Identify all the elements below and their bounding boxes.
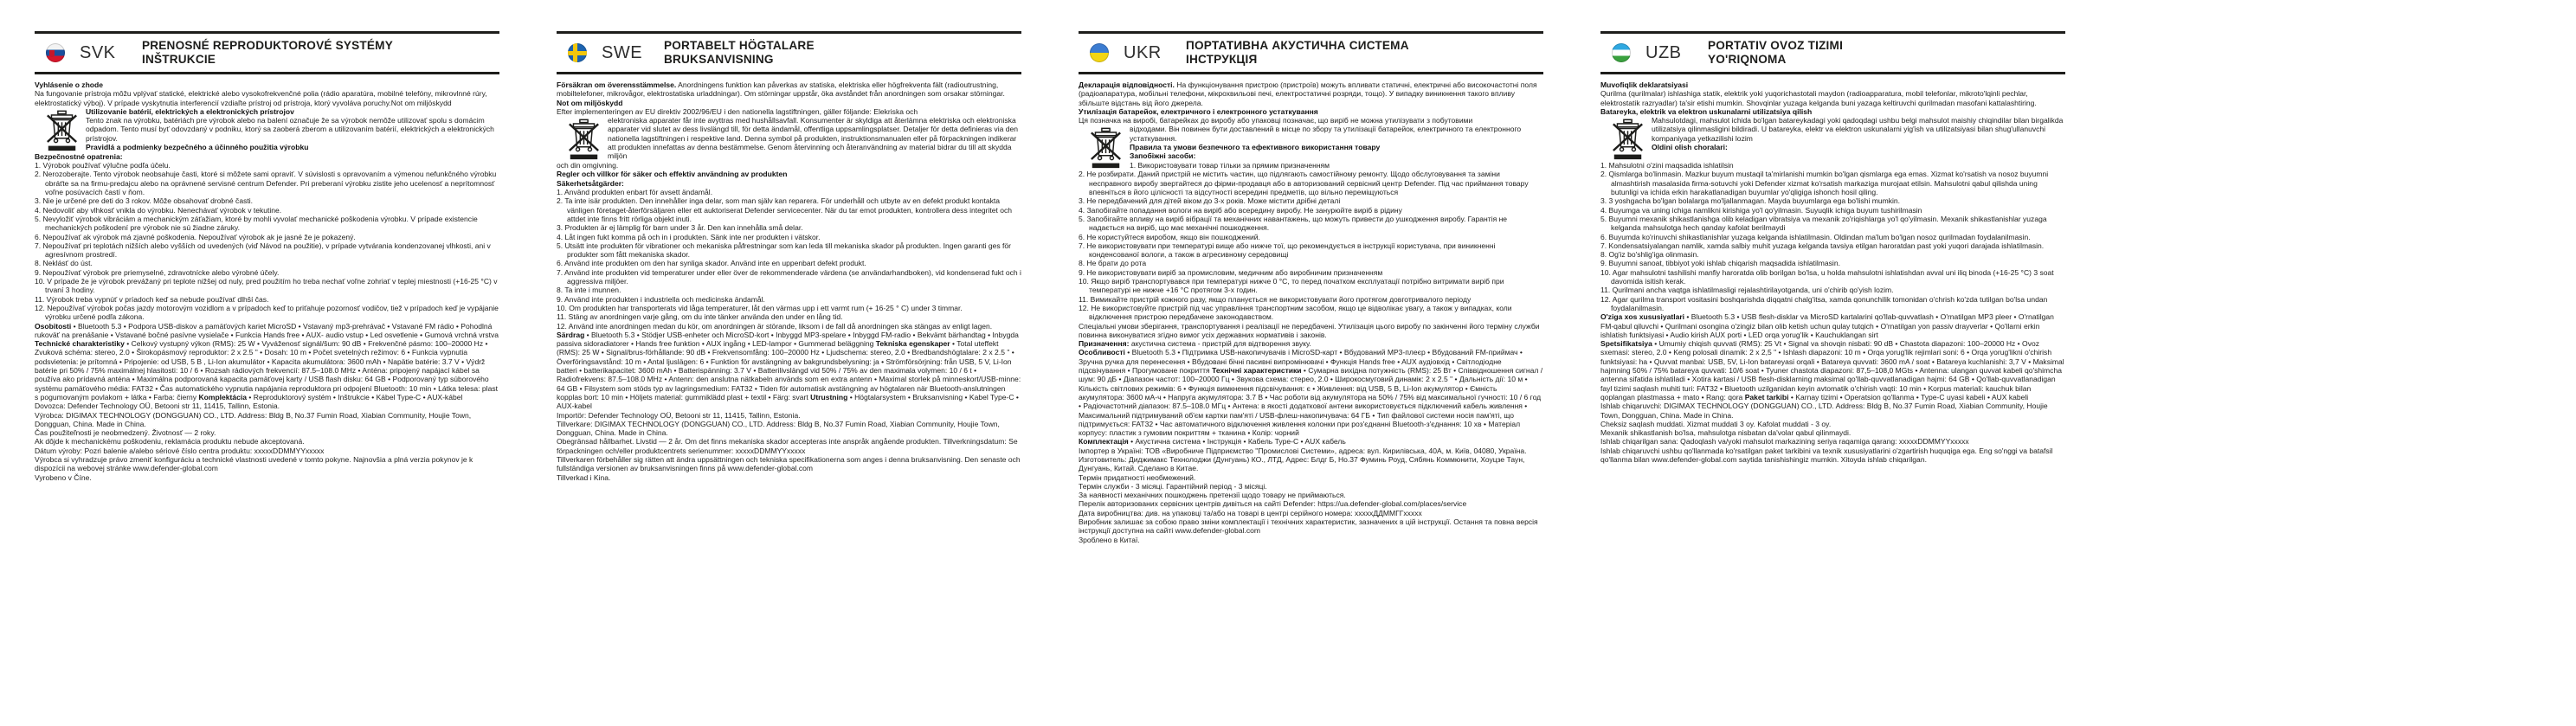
list-item: 4. Nedovoliť aby vlhkosť vnikla do výrobku. Nenechávať výrobok v tekutine. — [35, 205, 282, 215]
list-item: 3. Nie je určené pre deti do 3 rokov. Môže obsahovať drobné časti. — [35, 196, 253, 206]
list-item: 8. Ta inte i munnen. — [557, 286, 621, 295]
paragraph: Комплектація • Акустична система • Інструкція • Кабель Type-C • AUX кабель — [1079, 437, 1346, 447]
weee-bin-icon — [568, 118, 600, 161]
paragraph: Mahsulotdagi, mahsulot ichida bo'lgan batareykadagi yoki qadoqdagi ushbu belgi mahsulot maishiy chiqindilar bilan birgalikda utilizatsiya qilinmasligini bildiradi. U batareyka, elektr va elektron uskunalarni yig'ish va utilizatsiyasi bilan shug'ullanuvchi kompaniyaga yetkazilishi lozim — [1652, 116, 2064, 143]
title-line-2: INŠTRUKCIE — [142, 53, 216, 66]
paragraph: Ak dôjde k mechanickému poškodeniu, reklamácia produktu nebude akceptovaná. — [35, 437, 305, 447]
paragraph: Qurilma (qurilmalar) ishlashiga statik, elektrik yoki yuqorichastotali maydon (radioapparatura, mobil telefonlar, mikroto'lqinli pechlar, elektrostatik razryadlar) ta'sir etishi mumkin. Shovqinlar yuzaga kelganda buni yazaga keltiruvchi qurilmadan masofani kattalashtiring. — [1600, 89, 2037, 107]
paragraph: Vyhlásenie o zhode — [35, 80, 104, 89]
paragraph: Tillverkare: DIGIMAX TECHNOLOGY (DONGGUAN) CO., LTD. Address: Bldg B, No.37 Fumin Road, Xiabian Community, Houjie Town, Dongguan, China. Made in China. — [557, 419, 1000, 438]
list-item: 1. Mahsulotni o'zini maqsadida ishlatilsin — [1600, 161, 1734, 170]
list-item: 2. Ta inte isär produkten. Den innehåller inga delar, som man själv kan reparera. För underhåll och utbyte av en defekt produkt kontakta vänligen företaget-återförsäljaren eller ett auktoriserat Defender servicecenter. När du tar emot produkten, kontrollera dess integritet och attdet inte finns fritt rörliga objekt inuti. — [557, 196, 1013, 223]
paragraph: Виробник залишає за собою право зміни комплектації і технічних характеристик, зазначених в цій інструкції. Остання та повна версія інструкції доступна на сайті www.defender-global.com — [1079, 517, 1538, 536]
paragraph: Ishlab chiqaruvchi ushbu qo'llanmada ko'rsatilgan paket tarkibini va texnik xususiyatlarini o'zgartirish huquqiga ega. Eng so'nggi va batafsil qo'llanma bilan www.defender-global.com saytida tanishishingiz mumkin. Xitoyda ishlab chiqarilgan. — [1600, 446, 2053, 464]
weee-text — [86, 107, 499, 152]
column-content — [1600, 74, 2065, 464]
paragraph: Перелік авторизованих сервісних центрів дивіться на сайті Defender: https://ua.defender-global.com/places/service — [1079, 499, 1467, 509]
list-item: 12. Не використовуйте пристрій під час управління транспортним засобом, якщо це відволікає увагу, а також у випадках, коли відключення пристрою передбачене законодавством. — [1079, 303, 1512, 322]
paragraph: Спеціальні умови зберігання, транспортування і реалізації не передбачені. Утилізація цього виробу по закінченні його терміну служби повинна виконуватися згідно вимог усіх державних нормативів і законів. — [1079, 321, 1540, 339]
list-item: 4. Запобігайте попадання вологи на виріб або всередину виробу. Не занурюйте виріб в рідину — [1079, 205, 1402, 215]
paragraph: Výrobca si vyhradzuje právo zmeniť konfiguráciu a technické vlastnosti uvedené v tomto pokyne. Najnovšia a plná verzia pokynov je k dispozícii na webovej stránke www.defender-global.com — [35, 454, 473, 473]
paragraph: відходами. Він повинен бути доставлений в місце по збору та утилізації батарейок, електричного та електронного устаткування. — [1130, 125, 1522, 143]
flag-swe-icon — [568, 43, 587, 62]
paragraph: Ishlab chiqarilgan sana: Qadoqlash va/yoki mahsulot markazining seriya raqamiga qarang: xxxxxDDMMYYxxxxx — [1600, 437, 1969, 447]
language-code: UZB — [1645, 42, 1682, 62]
list-item: 1. Výrobok používať výlučne podľa účelu. — [35, 161, 171, 170]
list-item: 3. Produkten är ej lämplig för barn under 3 år. Den kan innehålla små delar. — [557, 223, 803, 233]
paragraph: Mexanik shikastlanish bo'lsa, mahsulotga nisbatan da'volar qabul qilinmaydi. — [1600, 428, 1852, 438]
paragraph: Декларація відповідності. На функціонування пристрою (пристроїв) можуть впливати статичні, електричні або високочастотні поля (радіоапаратура, мобільні телефони, мікрохвильові печі, електростатичні розряди, тощо). У випадку виникнення такого впливу збільште відстань від його джерела. — [1079, 80, 1537, 107]
paragraph: Утилізація батарейок, електричного і електронного устаткування — [1079, 106, 1318, 116]
paragraph: Osobitosti • Bluetooth 5.3 • Podpora USB-diskov a pamäťových kariet MicroSD • Vstavaný mp3-prehrávač • Vstavané FM rádio • Pohodlná rukoväť na prenášanie • Vstavané bočné pasívne vysielače • Funkcia Hands free • AUX- audio vstup • Led osvetlenie • Gumová vrchná vrstva Technické charakteristiky • Celkový vystupný výkon (RMS): 25 W • Vyváženosť signál/šum: 90 dB • Frekvenčné pásmo: 100–20000 Hz • Zvuková schéma: stereo, 2.0 • Širokopásmový reproduktor: 2 x 2.5 " • Dosah: 10 m • Počet svetelných režimov: 6 • Funkcia vypnutia podsvietenia: je prítomná • Pripojenie: od USB, 5 B , Li-Ion akumulátor • Kapacita akumulátora: 3600 mAh • Napätie batérie: 3.7 V • Výdrž batérie pri 50% / 75% maximálnej hlasitosti: 10 / 6 • Rozsah rádiových frekvencií: 87.5–108.0 MHz • Anténa: pripojený napájací kábel sa používa ako prídavná anténa • Maximálna podporovaná kapacita pamäťovej karty / USB flash disku: 64 GB • Podporovaný typ súborového systému pamäťového média: FAT32 • Čas automatického vypnutia napájania reproduktora pri odpojení Bluetooth: 10 min • Látka telesa: plast s pogumovaným povlakom + látka • Farba: čierny Komplektácia • Reproduktorový systém • Inštrukcie • Kábel Type-C • AUX-kábel — [35, 321, 499, 402]
paragraph: Запобіжні засоби: — [1130, 151, 1196, 161]
paragraph: Čas použiteľnosti je neobmedzený. Životnosť — 2 roky. — [35, 428, 216, 438]
paragraph: 1. Використовувати товар тільки за прямим призначенням — [1130, 160, 1330, 170]
list-item: 7. Не використовувати при температурі вище або нижче тої, що рекомендується в інструкції користувача, при виникненні конденсованої вологи, а також в агресивному середовищі — [1079, 241, 1496, 260]
weee-block — [1079, 125, 1543, 170]
paragraph: Vyrobeno v Číne. — [35, 472, 92, 482]
list-item: 2. Не розбирати. Даний пристрій не містить частин, що підлягають самостійному ремонту. Щодо обслуговування та заміни несправного виробу звертайтеся до фірми-продавця або в авторизований сервісний центр Defender. Під час приймання товару впевніться в його цілісності та відсутності всередині предметів, що вільно переміщуються — [1079, 170, 1529, 197]
column-ukr — [1079, 31, 1543, 544]
list-item: 3. 3 yoshgacha bo'lgan bolalarga mo'ljallanmagan. Mayda buyumlarga ega bo'lishi mumkin. — [1600, 196, 1901, 206]
list-item: 7. Använd inte produkten vid temperaturer under eller över de rekommenderade värdena (se användarhandboken), vid kondenserad fukt och i aggressiva miljöer. — [557, 267, 1021, 286]
weee-block — [1600, 116, 2065, 161]
column-content — [35, 74, 499, 482]
column-title — [1186, 39, 1409, 66]
list-item: 7. Kondensatsiyalangan namlik, xamda salbiy muhit yuzaga kelganda tavsiya etilgan haroratdan past yoki yuqori darajada ishlatilmasin. — [1600, 241, 2045, 250]
paragraph: Імпортер в Україні: ТОВ «Виробниче Підприємство "Промислові Системи», адреса: вул. Кирилівська, 40А, м. Київ, 04080, Україна. — [1079, 446, 1527, 455]
list-item: 11. Qurilmani ancha vaqtga ishlatilmasligi rejalashtirilayotganda, uni o'chirib qo'yish lozim. — [1600, 286, 1894, 295]
list-item: 5. Запобігайте впливу на виріб вібрації та механічних навантажень, що можуть привести до ушкодження виробу. Гарантія не надається на виріб, що має механічні пошкодження. — [1079, 214, 1508, 233]
list-item: 12. Agar qurilma transport vositasini boshqarishda diqqatni chalg'itsa, xamda qonunchilik tomonidan o'chrish ko'zda tutilgan bo'lsa undan foydalanilmasin. — [1600, 294, 2048, 312]
language-code: SWE — [602, 42, 643, 62]
list-item: 11. Výrobok treba vypnúť v príadoch keď sa nebude používať dlhší čas. — [35, 294, 269, 304]
list-item: 11. Вимикайте пристрій кожного разу, якщо планується не використовувати його протягом довготривалого періоду — [1079, 294, 1472, 304]
paragraph: Spetsifikatsiya • Umumiy chiqish quvvati (RMS): 25 Vt • Signal va shovqin nisbati: 90 dB • Chastota diapazoni: 100–20000 Hz • Ovoz sxemasi: stereo, 2.0 • Keng polosali dinamik: 2 x 2,5 " • Ishlash diapazoni: 10 m • Orqa yorug'lik rejimlari soni: 6 • Orqa yorug'likni o'chirish funktsiyasi: ha • Quvvat manbai: USB, 5V, Li-Ion batareyasi orqali • Batareya quvvati: 3600 mA / soat • Batareya kuchlanishi: 3,7 V • Maksimal hajmning 50% / 75% batareya quvvati: 10/6 soat • Tyuner chastota diapazoni: 87,5–108,0 MGts • Antenna: ulangan quvvat kabeli qo'shimcha antenna sifatida ishlatiladi • Xotira kartasi / USB flesh-disklarning maksimal qo'llab-quvvatlanadigan hajmi: 64 GB • Qo'llab-quvvatlanadigan fayl tizimi saqlash muhiti turi: FAT32 • Bluetooth uzilganidan keyin avtomatik o'chirish vaqti: 10 min • Korpus materiali: kauchuk bilan qoplangan plastmassa + mato • Rang: qora Paket tarkibi • Karnay tizimi • Operatsion qo'llanma • Type-C uyasi kabeli • AUX kabeli — [1600, 339, 2064, 402]
paragraph: Importör: Defender Technology OÜ, Betooni str 11, 11415, Tallinn, Estonia. — [557, 410, 801, 420]
paragraph: Особливості • Bluetooth 5.3 • Підтримка USB-накопичувачів і MicroSD-карт • Вбудований MP3-плеєр • Вбудований FM-приймач • Зручна ручка для перенесення • Вбудовані бічні пасивні випромінювачі • Функція Hands free • AUX аудіовхід • Світлодіодне підсвічування • Прогумоване покриття Технічні характеристики • Сумарна вихідна потужність (RMS): 25 Вт • Співвідношення сигнал / шум: 90 дБ • Діапазон частот: 100–20000 Гц • Звукова схема: стерео, 2.0 • Широкосмуговий динамік: 2 x 2.5 " • Дальність дії: 10 м • Кількість світлових режимів: 6 • Функція вимкнення підсвічування: є • Живлення: від USB, 5 В, Li-Ion акумулятор • Ємність акумулятора: 3600 мА-ч • Напруга акумулятора: 3.7 В • Час роботи від акумулятора на 50% / 75% від максимальної гучності: 10 / 6 год • Радіочастотний діапазон: 87.5–108.0 МГц • Антена: в якості додаткової антени використовується підключений кабель живлення • Максимальний підтримуваний об'єм картки пам'яті / USB-флеш-накопичувача: 64 ГБ • Тип файлової системи носія пам'яті, що підтримується: FAT32 • Час автоматичного відключення живлення колонки при роз'єднанні Bluetooth-з'єднання: 10 хв • Матеріал корпусу: пластик з гумовим покриттям + тканина • Колір: чорний — [1079, 348, 1543, 438]
column-swe — [557, 31, 1021, 482]
paragraph: Термін служби - 3 місяці. Гарантійний період - 3 місяці. — [1079, 481, 1267, 491]
list-item: 10. Agar mahsulotni tashilishi manfiy haroratda olib borilgan bo'lsa, u holda mahsulotni ishlatishdan avval uni iliq binoda (+16-25 °C) 3 soat davomida isitish kerak. — [1600, 267, 2054, 286]
column-title — [142, 39, 393, 66]
paragraph: Dátum výroby: Pozri balenie a/alebo sériové číslo centra produktu: xxxxxDDMMYYxxxxx — [35, 446, 325, 455]
list-item: 10. Om produkten har transporterats vid låga temperaturer, låt den värmas upp i ett varmt rum (+ 16-25 ° C) under 3 timmar. — [557, 303, 963, 312]
paragraph: Dovozca: Defender Technology OÜ, Betooni str 11, 11415, Tallinn, Estonia. — [35, 402, 280, 411]
paragraph: Cheksiz saqlash muddati. Xizmat muddati 3 oy. Kafolat muddati - 3 oy. — [1600, 419, 1832, 428]
paragraph: elektroniska apparater får inte avyttras med hushållsavfall. Konsumenter är skyldiga att återlämna elektriska och elektroniska apparater vid slutet av dess livslängd till, för detta ändamål, offentliga uppsamlingsplatser. Detaljer för detta definieras via den nationella lagstiftningen i respektive land. Denna symbol på produkten, instruktionsmanualen eller på förpackningen indikerar att produkten innefattas av denna bestämmelse. Genom återvinning och återanvändning av material bidrar du till att skydda miljön — [608, 116, 1018, 161]
title-line-2: YO'RIQNOMA — [1708, 53, 1787, 66]
column-title — [1708, 39, 1843, 66]
column-header — [557, 34, 1021, 72]
paragraph: Изготовитель: Диджимакс Технолоджи (Дунгуань) КО., ЛТД, Адрес: Блдг Б, Но.37 Фуминь Роуд, Сябянь Коммюнити, Хоуцзе Таун, Дунгуань, Китай. Сделано в Китае. — [1079, 454, 1525, 473]
weee-block — [35, 107, 499, 152]
title-line-1: ПОРТАТИВНА АКУСТИЧНА СИСТЕМА — [1186, 39, 1409, 53]
list-item: 2. Nerozoberajte. Tento výrobok neobsahuje časti, ktoré si môžete sami opraviť. V súvislosti s opravovaním a výmenou nefunkčného výrobku obráťte sa na firmu-predajcu alebo na oprávnené servisné centrum Defender. Pri preberaní výrobku zistite jeho ucelenosť a neprítomnosť voľne posúvacích častí v ňom. — [35, 170, 497, 197]
list-item: 9. Buyumni sanoat, tibbiyot yoki ishlab chiqarish maqsadida ishlatilmasin. — [1600, 259, 1840, 268]
paragraph: Säkerhetsåtgärder: — [557, 178, 624, 188]
weee-bin-icon — [1612, 118, 1644, 161]
flag-uzb-icon — [1612, 43, 1631, 62]
weee-text — [1652, 116, 2065, 161]
paragraph: Ця позначка на виробі, батарейках до виробу або упаковці позначає, що виріб не можна утилізувати з побутовими — [1079, 116, 1473, 125]
list-item: 5. Buyumni mexanik shikastlanishga olib keladigan vibratsiya va mexanik zo'riqishlarga yo'l qo'yilmasin. Mexanik shikastlanishlar yuzaga kelganda mahsulotga hech qanday kafolat berilmaydi — [1600, 214, 2047, 233]
paragraph: Batareyka, elektrik va elektron uskunalarni utilizatsiya qilish — [1600, 106, 1813, 116]
weee-block — [557, 116, 1021, 161]
paragraph: Pravidlá a podmienky bezpečného a účinného použitia výrobku — [86, 143, 309, 152]
list-item: 6. Nepoužívať ak výrobok má zjavné poškodenia. Nepoužívať výrobok ak je jasné že je pokazený. — [35, 232, 356, 241]
list-item: 9. Använd inte produkten i industriella och medicinska ändamål. — [557, 294, 765, 304]
weee-text — [608, 116, 1021, 161]
paragraph: Tillverkaren förbehåller sig rätten att ändra uppsättningen och tekniska specifikationerna som anges i denna bruksanvisning. Den senaste och fullständiga versionen av bruksanvisningen finns på www.defender-global.com — [557, 454, 1021, 473]
title-line-2: BRUKSANVISNING — [664, 53, 774, 66]
list-item: 4. Låt ingen fukt komma på och in i produkten. Sänk inte ner produkten i vätskor. — [557, 232, 821, 241]
list-item: 11. Stäng av anordningen varje gång, om du inte tänker använda den under en lång tid. — [557, 312, 843, 322]
list-item: 12. Nepoužívať výrobok počas jazdy motorovým vozidlom a v prípadoch keď to priťahuje pozornosť vodičov, tiež v prípadoch keď je vypájanie výrobku určené podľa zákona. — [35, 303, 499, 322]
paragraph: Regler och villkor för säker och effektiv användning av produkten — [557, 170, 788, 179]
paragraph: Дата виробництва: див. на упаковці та/або на товарі в центрі серійного номера: xxxxxДДММГГxxxxx — [1079, 508, 1422, 517]
paragraph: och din omgivning. — [557, 161, 619, 170]
column-content — [557, 74, 1021, 482]
paragraph: Oldini olish choralari: — [1652, 143, 1728, 152]
title-line-1: PORTATIV OVOZ TIZIMI — [1708, 39, 1844, 53]
list-item: 7. Nepoužívať pri teplotách nižších alebo vyšších od uvedených (viď Návod na použitie), v prípade vytvárania kondenzovanej vlhkosti, ani v agresívnom prostredí. — [35, 241, 491, 260]
language-code: UKR — [1124, 42, 1162, 62]
paragraph: Правила та умови безпечного та ефективного використання товару — [1130, 143, 1381, 152]
list-item: 5. Nevyložiť výrobok vibráciám a mechanickým záťažiam, ktoré by mohli vyvolať mechanické poškodenia výrobku. V prípade existencie mechanických poškodení pre výrobok nie sú žiadne záruky. — [35, 214, 478, 233]
paragraph: Muvofiqlik deklaratsiyasi — [1600, 80, 1689, 89]
paragraph: Tento znak na výrobku, batériách pre výrobok alebo na balení označuje že sa výrobok nemôže utilizovať spolu s domácim odpadom. Tento musí byť odovzdaný v podniku, ktorý sa zaoberá zberom a utilizovaním batérií, elektrických a elektronických prístrojov. — [86, 116, 494, 143]
list-item: 8. Neklásť do úst. — [35, 259, 93, 268]
list-item: 1. Använd produkten enbart för avsett ändamål. — [557, 188, 713, 197]
paragraph: Obegränsad hållbarhet. Livstid — 2 år. Om det finns mekaniska skador accepteras inte anspråk angående produkten. Tillverkningsdatum: Se förpackningen och/eller produktcentrets serienummer: xxxxxDDMMYYxxxxx — [557, 437, 1018, 455]
list-item: 2. Qismlarga bo'linmasin. Mazkur buyum mustaqil ta'mirlanishi mumkin bo'lgan qismlarga ega emas. Xizmat ko'rsatish va nosoz buyumni almashtirish masalasida firma-sotuvchi yoki Defender xizmat ko'rsatish markaziga murojaat etilsin. Mahsulotni qabul qilishda uning butunligi va ichida erkin harakatlanadigan buyumlar yo'qligiga ishonch hosil qiling. — [1600, 170, 2049, 197]
paragraph: Tillverkad i Kina. — [557, 472, 611, 482]
list-item: 6. Не користуйтеся виробом, якщо він пошкоджений. — [1079, 232, 1260, 241]
paragraph: Na fungovanie prístroja môžu vplývať statické, elektrické alebo vysokofrekvenčné polia (rádio aparatúra, mobilné telefóny, mikrovlnné rúry, elektrostatický výboj). V prípade vyskytnutia interferencií vzdiaľte prístroj od prístroja, ktorý vyvoláva poruchy.Not om miljöskydd — [35, 89, 487, 107]
paragraph: Försäkran om överensstämmelse. Anordningens funktion kan påverkas av statiska, elektriska eller högfrekventa fält (radioutrustning, mobiltelefoner, mikrovågor, elektrostatiska urladdningar). Om störningar uppstår, öka avståndet från anordningen som orsakar störningar. — [557, 80, 1005, 99]
list-item: 5. Utsätt inte produkten för vibrationer och mekaniska påfrestningar som kan leda till mekaniska skador på produkten. Ingen garanti ges för produkter som fått mekaniska skador. — [557, 241, 1011, 260]
list-item: 10. V prípade že je výrobok prevážaný pri teplote nižšej od nuly, pred použitím ho treba nechať voľne zohriať v teplej miestnosti (+16-25 °C) v trvaní 3 hodiny. — [35, 277, 498, 295]
weee-bin-icon — [1090, 126, 1122, 170]
column-header — [35, 34, 499, 72]
list-item: 9. Не використовувати виріб за промисловим, медичним або виробничим призначенням — [1079, 267, 1383, 277]
column-header — [1079, 34, 1543, 72]
paragraph: Särdrag • Bluetooth 5.3 • Stödjer USB-enheter och MicroSD-kort • Inbyggd MP3-spelare • Inbyggd FM-radio • Bekvämt bärhandtag • Inbygda passiva sidoradiatorer • Hands free funktion • AUX ingång • LED-lampor • Gummerad beläggning Tekniska egenskaper • Total uteffekt (RMS): 25 W • Signal/brus-förhållande: 90 dB • Frekvensomfång: 100–20000 Hz • Ljudschema: stereo, 2.0 • Bredbandshögtalare: 2 x 2.5 " • Överföringsavstånd: 10 m • Antal ljuslägen: 6 • Funktion för avstängning av bakgrundsbelysning: ja • Strömförsörjning: från USB, 5 V, Li-Ion batteri • batterikapacitet: 3600 mAh • Batterispänning: 3.7 V • Batterilivslängd vid 50% / 75% av den maximala volymen: 10 / 6 t • Radiofrekvens: 87.5–108.0 MHz • Antenn: den anslutna nätkabeln används som en extra antenn • Maximal storlek på minneskort/USB-minne: 64 GB • Filsystem som stöds typ av lagringsmedium: FAT32 • Tiden för automatisk avstängning av högtalaren när Bluetooth-anslutningen kopplas bort: 10 min • Höljets material: gummiklädd plast + textil • Färg: svart Utrustning • Högtalarsystem • Bruksanvisning • Kabel Type-C • AUX-kabel — [557, 330, 1021, 411]
list-item: 8. Og'iz bo'shlig'iga olinmasin. — [1600, 250, 1699, 260]
title-line-2: ІНСТРУКЦІЯ — [1186, 53, 1258, 66]
weee-text — [1130, 125, 1543, 170]
list-item: 6. Använd inte produkten om den har synliga skador. Använd inte en uppenbart defekt produkt. — [557, 259, 866, 268]
column-uzb — [1600, 31, 2065, 464]
list-item: 10. Якщо виріб транспортувався при температурі нижче 0 °С, то перед початком експлуатації потрібно витримати виріб при температурі не нижче +16 °С протягом 3-х годин. — [1079, 277, 1504, 295]
paragraph: Призначення: акустична система - пристрій для відтворення звуку. — [1079, 339, 1311, 349]
title-line-1: PRENOSNÉ REPRODUKTOROVÉ SYSTÉMY — [142, 39, 393, 53]
paragraph: O'ziga xos xususiyatlari • Bluetooth 5.3 • USB flesh-disklar va MicroSD kartalarini qo'llab-quvvatlash • O'rnatilgan MP3 pleer • O'rnatilgan FM-qabul qiluvchi • Qurilmani osongina o'zingiz bilan olib ketish uchun qulay tutqich • O'rnatilgan yon passiv drayverlar • Qo'llarni erkin ishlatish funktsiyasi • Audio kirish AUX porti • LED orqa yorug'lik • Kauchuklangan sirt — [1600, 312, 2054, 339]
paragraph: Термін придатності необмежений. — [1079, 472, 1196, 482]
paragraph: Efter implementeringen av EU direktiv 2002/96/EU i den nationella lagstiftningen, gäller följande: Elekriska och — [557, 106, 918, 116]
paragraph: Výrobca: DIGIMAX TECHNOLOGY (DONGGUAN) CO., LTD. Address: Bldg B, No.37 Fumin Road, Xiabian Community, Houjie Town, Dongguan, China. Made in China. — [35, 410, 472, 428]
list-item: 4. Buyumga va uning ichiga namlikni kirishiga yo'l qo'yilmasin. Suyuqlik ichiga buyum tushirilmasin — [1600, 205, 1922, 215]
weee-bin-icon — [46, 109, 78, 152]
paragraph: За наявності механічних пошкоджень претензії щодо товару не приймаються. — [1079, 491, 1346, 500]
list-item: 9. Nepoužívať výrobok pre priemyselné, zdravotnícke alebo výrobné účely. — [35, 267, 280, 277]
column-content — [1079, 74, 1543, 544]
paragraph: Bezpečnostné opatrenia: — [35, 151, 123, 161]
paragraph: Not om miljöskydd — [557, 98, 623, 107]
list-item: 12. Använd inte anordningen medan du kör, om anordningen är störande, liksom i de fall då anordningen ska stängas av enligt lagen. — [557, 321, 993, 331]
flag-ukr-icon — [1090, 43, 1109, 62]
list-item: 6. Buyumda ko'rinuvchi shikastlanishlar yuzaga kelganda ishlatilmasin. Oldindan ma'lum bo'lgan nosoz qurilmadan foydalanilmasin. — [1600, 232, 2031, 241]
paragraph: Utilizovanie batérií, elektrických a elektronických prístrojov — [86, 106, 294, 116]
column-title — [664, 39, 815, 66]
paragraph: Ishlab chiqaruvchi: DIGIMAX TECHNOLOGY (DONGGUAN) CO., LTD. Address: Bldg B, No.37 Fumin Road, Xiabian Community, Houjie Town, Dongguan, China. Made in China. — [1600, 402, 2048, 420]
list-item: 8. Не брати до рота — [1079, 259, 1147, 268]
column-header — [1600, 34, 2065, 72]
language-code: SVK — [80, 42, 116, 62]
title-line-1: PORTABELT HÖGTALARE — [664, 39, 815, 53]
flag-svk-icon — [46, 43, 65, 62]
list-item: 3. Не передбачений для дітей віком до 3-х років. Може містити дрібні деталі — [1079, 196, 1341, 206]
column-svk — [35, 31, 499, 482]
paragraph: Зроблено в Китаї. — [1079, 535, 1140, 544]
